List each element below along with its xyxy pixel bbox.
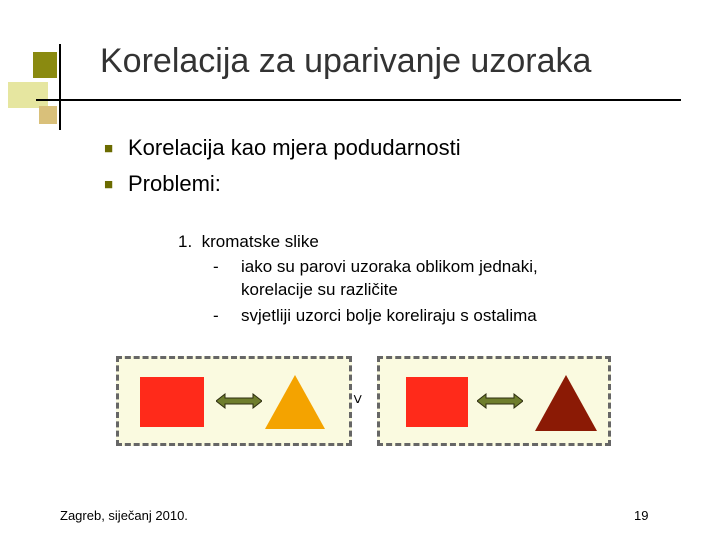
bullet-list: [104, 130, 461, 202]
dash-mark: -: [213, 306, 219, 325]
double-arrow-icon: [477, 393, 523, 409]
square-bullet-icon: ■: [104, 175, 114, 193]
dash-item-text-line1: svjetliji uzorci bolje koreliraju s ostalima: [241, 306, 537, 325]
list-heading: kromatske slike: [201, 232, 319, 251]
dash-item-text-line2: korelacije su različite: [241, 280, 398, 299]
triangle-light: [265, 375, 325, 429]
dash-item: [213, 306, 219, 326]
corner-block-light: [8, 82, 48, 108]
red-square: [140, 377, 204, 427]
comparison-symbol: >: [348, 394, 366, 404]
pair-box-light: [116, 356, 352, 446]
page-number: 19: [634, 508, 649, 523]
dash-mark: -: [213, 257, 219, 276]
triangle-dark: [535, 375, 597, 431]
dash-item: [213, 257, 219, 277]
page-title: Korelacija za uparivanje uzoraka: [100, 42, 592, 80]
dash-item-text-line1: iako su parovi uzoraka oblikom jednaki,: [241, 257, 538, 276]
red-square: [406, 377, 468, 427]
pair-box-dark: [377, 356, 611, 446]
bullet-text: Korelacija kao mjera podudarnosti: [128, 135, 461, 160]
bullet-item: [104, 130, 461, 166]
square-bullet-icon: ■: [104, 139, 114, 157]
vertical-rule: [59, 44, 61, 130]
bullet-text: Problemi:: [128, 171, 221, 196]
list-number: 1.: [178, 232, 193, 251]
title-rule: [36, 99, 681, 101]
footer-text: Zagreb, siječanj 2010.: [60, 508, 188, 523]
corner-block-olive: [33, 52, 57, 78]
bullet-item: [104, 166, 461, 202]
corner-block-tan: [39, 106, 57, 124]
double-arrow-icon: [216, 393, 262, 409]
numbered-heading: [178, 232, 319, 252]
